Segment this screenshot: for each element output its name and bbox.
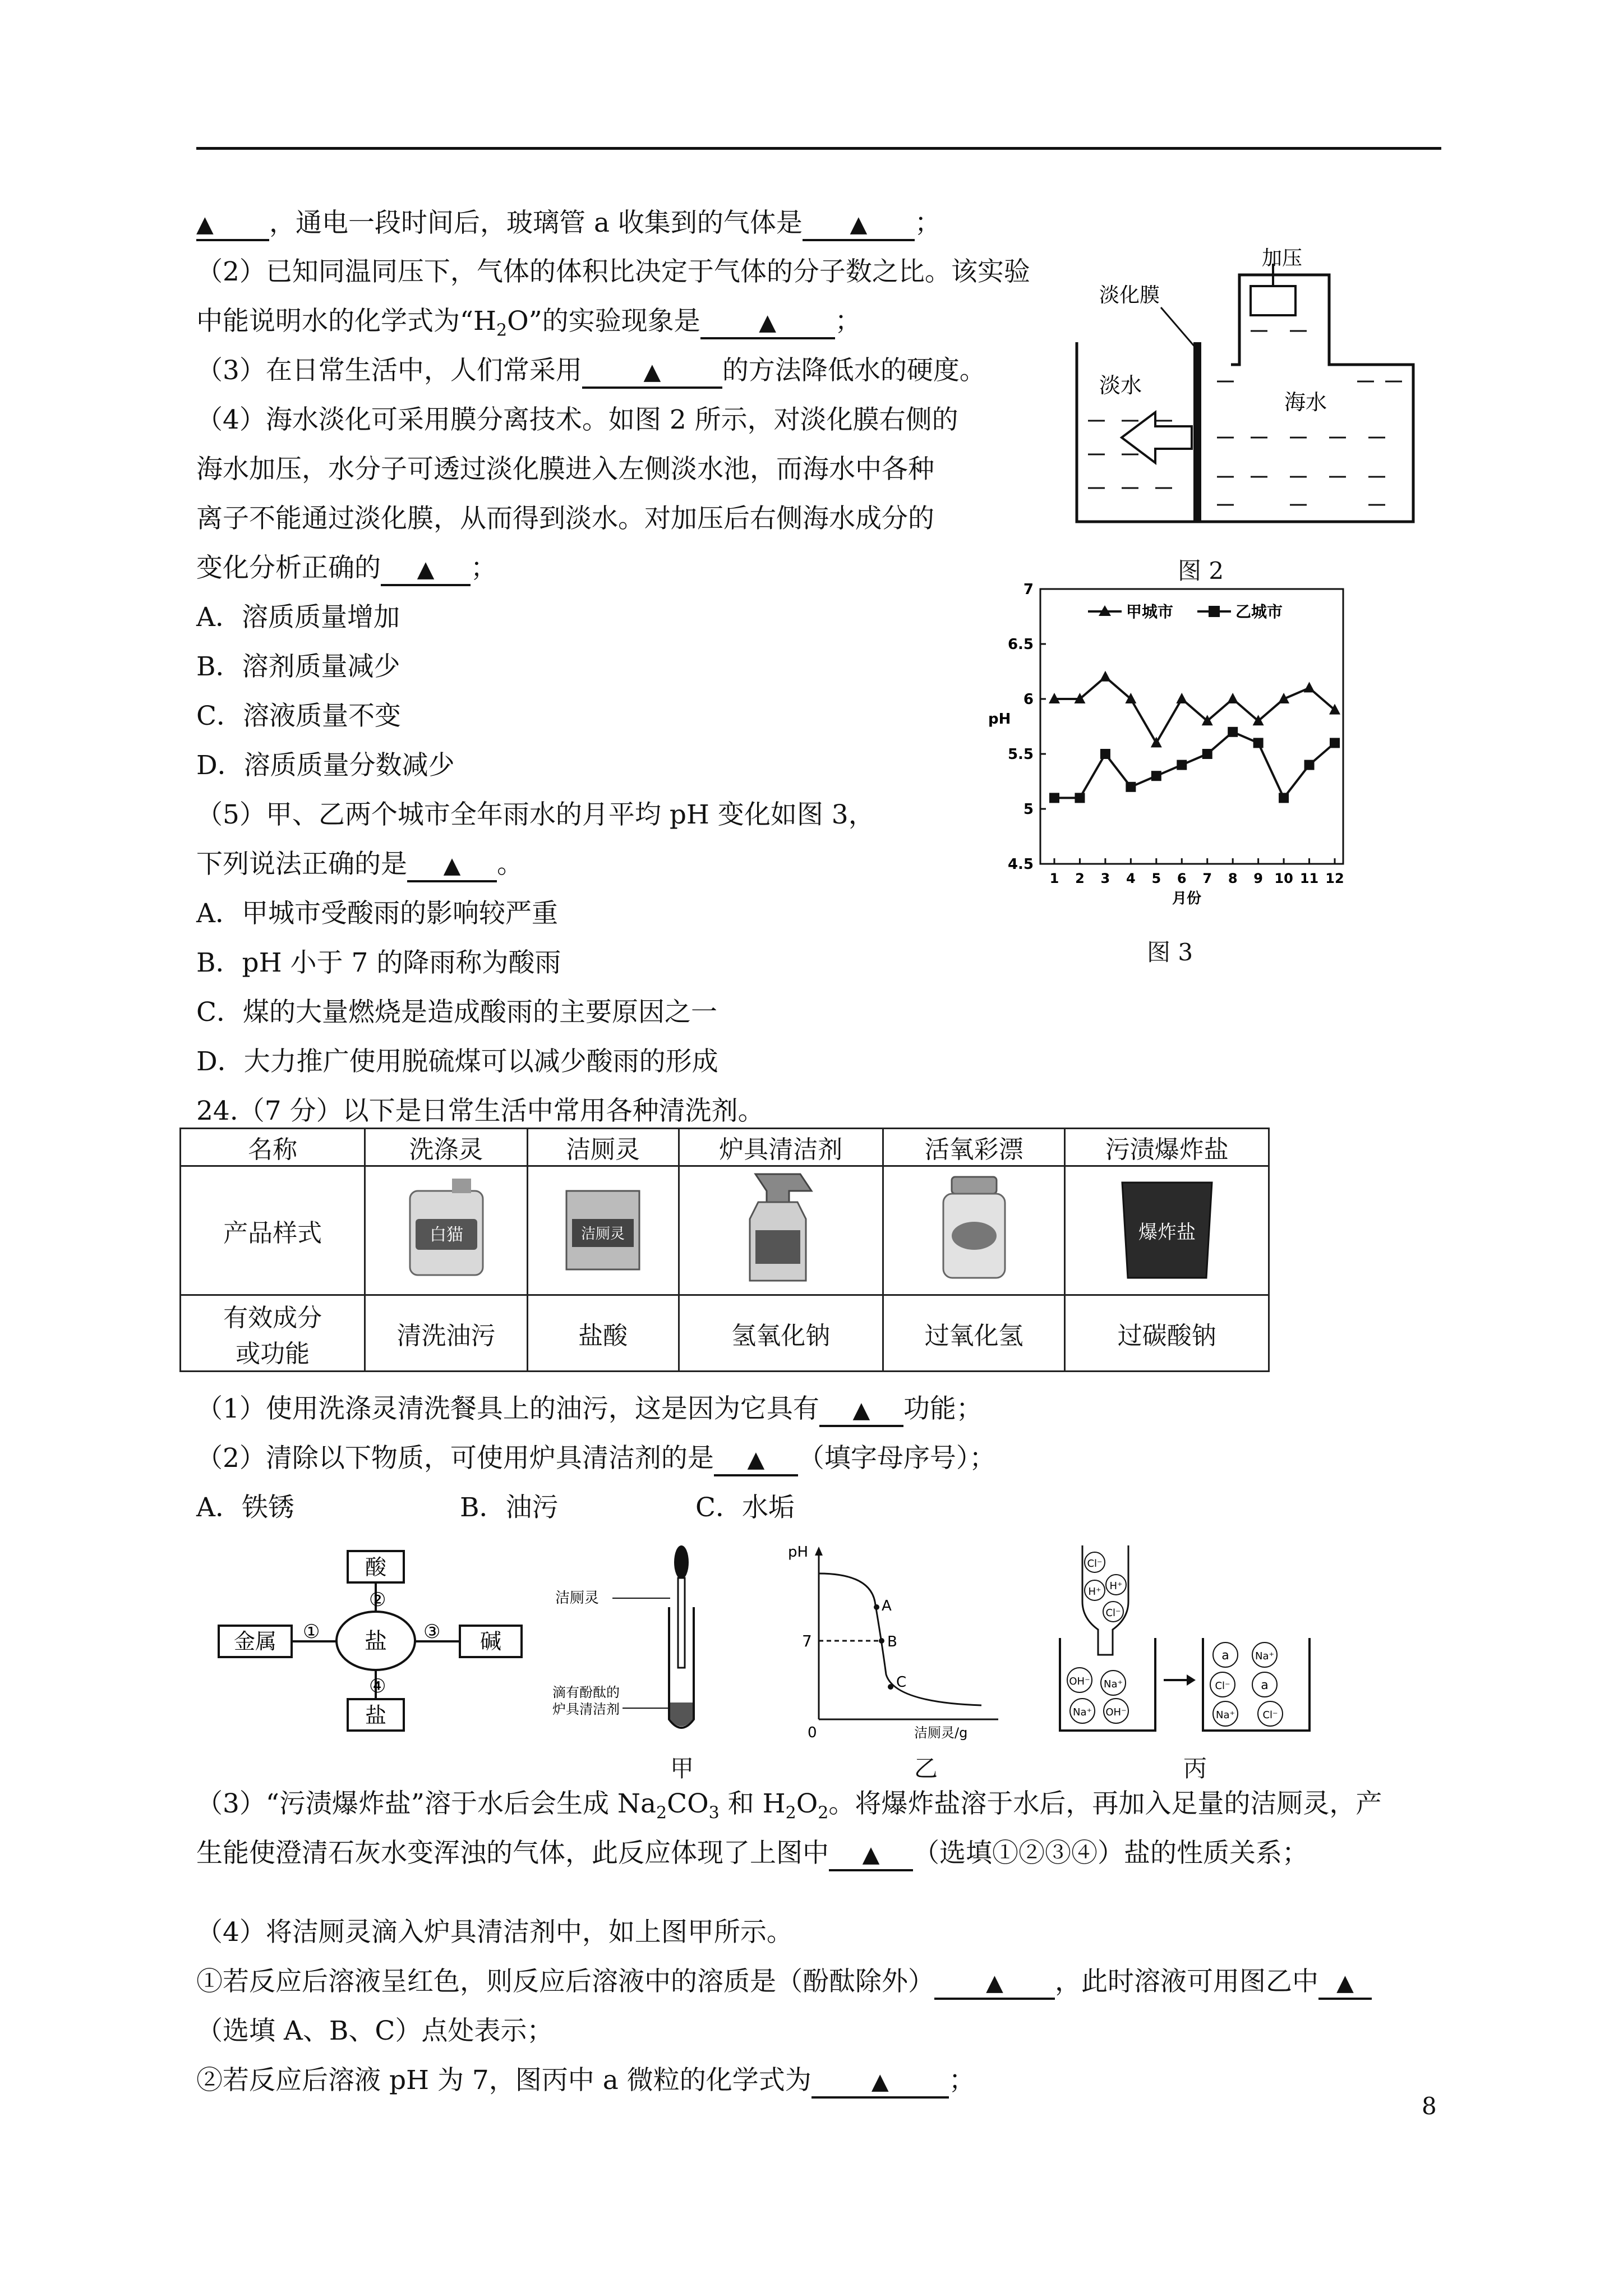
option-b: B．油污 <box>460 1492 559 1523</box>
data-point-yi <box>1202 749 1212 759</box>
particle-a: a <box>1221 1649 1229 1663</box>
ion-na: Na⁺ <box>1255 1650 1274 1662</box>
table-row <box>181 1129 1269 1166</box>
relation-2: ② <box>369 1589 386 1611</box>
figure-jia-test-tube <box>550 1540 718 1747</box>
q24-sub-2 <box>196 1442 995 1476</box>
ion-cl: Cl⁻ <box>1215 1680 1230 1692</box>
data-point-yi <box>1075 793 1085 803</box>
membrane-label: 淡化膜 <box>1099 284 1160 307</box>
q24-sub-4a-line-1 <box>196 1965 1372 2000</box>
row-header-sample: 产品样式 <box>181 1166 365 1295</box>
x-tick-label: 4 <box>1126 871 1136 886</box>
beaker-after-ions <box>1210 1642 1283 1726</box>
q23-text: 中能说明水的化学式为“H <box>196 306 497 337</box>
relation-1: ① <box>303 1621 320 1643</box>
subscript: 2 <box>496 320 508 341</box>
data-point-yi <box>1049 793 1059 803</box>
reaction-arrowhead <box>1187 1674 1196 1686</box>
y-tick-label: 6 <box>1023 691 1034 708</box>
q23-line-4 <box>196 354 986 389</box>
point-b-label: B <box>887 1634 897 1650</box>
figure-3-caption: 图 3 <box>1147 938 1193 966</box>
x-tick-label: 8 <box>1228 871 1238 886</box>
tube-label-line-1: 滴有酚酞的 <box>552 1685 620 1700</box>
point-a-label: A <box>882 1598 892 1614</box>
option-b: B．pH 小于 7 的降雨称为酸雨 <box>196 947 561 978</box>
q23-line-5: （4）海水淡化可采用膜分离技术。如图 2 所示，对淡化膜右侧的 <box>196 404 958 435</box>
y-tick-label: 5 <box>1023 801 1034 818</box>
legend-marker-square <box>1209 606 1220 617</box>
q23-text: ； <box>834 306 861 337</box>
option-a: A．溶质质量增加 <box>196 602 400 633</box>
y-tick-label: 7 <box>1023 581 1034 598</box>
y-tick-label: 4.5 <box>1007 856 1034 873</box>
product-image-cell <box>1065 1166 1269 1295</box>
q24-sub-2-options <box>196 1491 795 1525</box>
ion-cl: Cl⁻ <box>1087 1558 1103 1570</box>
q24-text: 。将爆炸盐溶于水后，再加入足量的洁厕灵，产 <box>828 1788 1382 1819</box>
product-image-cell <box>527 1166 679 1295</box>
q24-text: （3）“污渍爆炸盐”溶于水后会生成 Na <box>196 1788 657 1819</box>
row-header-function <box>181 1295 365 1372</box>
x-tick-label: 7 <box>1202 871 1212 886</box>
salt-properties-diagram <box>213 1545 538 1736</box>
data-point-yi <box>1304 760 1315 770</box>
table-cell: 清洗油污 <box>365 1295 528 1372</box>
table-row <box>181 1295 1269 1372</box>
ion-na: Na⁺ <box>1073 1706 1092 1718</box>
q24-sub-1 <box>196 1392 983 1427</box>
toilet-cleaner-image <box>561 1180 645 1275</box>
table-cell: 炉具清洁剂 <box>679 1129 883 1166</box>
q24-text: 功能； <box>903 1393 983 1424</box>
q23-line-7: 离子不能通过淡化膜，从而得到淡水。对加压后右侧海水成分的 <box>196 503 934 534</box>
table-cell: 过碳酸钠 <box>1065 1295 1269 1372</box>
curve-origin: 0 <box>808 1724 817 1741</box>
q23-text: 变化分析正确的 <box>196 553 381 583</box>
figure-bing-particles <box>1054 1540 1318 1747</box>
ion-h: H⁺ <box>1088 1586 1101 1598</box>
dropper-tube <box>678 1578 685 1668</box>
data-point-yi <box>1279 793 1289 803</box>
y-tick-label: 6.5 <box>1007 636 1034 653</box>
option-c: C．溶液质量不变 <box>196 701 401 731</box>
chart-plot-area <box>1040 589 1343 864</box>
detergent-bottle-image <box>399 1174 494 1281</box>
beaker-before-ions <box>1067 1668 1128 1723</box>
table-cell: 污渍爆炸盐 <box>1065 1129 1269 1166</box>
figure-2-caption: 图 2 <box>1178 557 1224 585</box>
curve-x-label: 洁厕灵/g <box>914 1725 968 1741</box>
q24-text: ； <box>948 2065 975 2096</box>
q24-sub-4: （4）将洁厕灵滴入炉具清洁剂中，如上图甲所示。 <box>196 1917 793 1948</box>
y-axis-label: pH <box>988 711 1011 728</box>
page-number: 8 <box>1422 2092 1437 2120</box>
option-c: C．煤的大量燃烧是造成酸雨的主要原因之一 <box>196 997 717 1028</box>
fresh-water-label: 淡水 <box>1099 373 1142 398</box>
answer-blank[interactable]: ▲ <box>803 210 915 241</box>
q23-line-9: （5）甲、乙两个城市全年雨水的月平均 pH 变化如图 3， <box>196 799 875 830</box>
salt-center-label: 盐 <box>365 1628 387 1654</box>
spray-bottle-image <box>733 1168 828 1286</box>
ion-na: Na⁺ <box>1104 1678 1123 1690</box>
membrane <box>1193 342 1201 522</box>
q23-text: ，通电一段时间后，玻璃管 a 收集到的气体是 <box>269 208 803 238</box>
q24-text: ①若反应后溶液呈红色，则反应后溶液中的溶质是（酚酞除外） <box>196 1966 934 1997</box>
answer-blank[interactable]: ▲ <box>582 357 722 389</box>
acid-label: 酸 <box>365 1555 387 1580</box>
table-cell: 过氧化氢 <box>883 1295 1065 1372</box>
x-tick-label: 1 <box>1049 871 1059 886</box>
tube-label-line-2: 炉具清洁剂 <box>552 1701 620 1717</box>
product-label: 爆炸盐 <box>1138 1221 1196 1244</box>
q23-text: ； <box>914 208 941 238</box>
figure-yi-ph-curve <box>785 1540 1009 1747</box>
data-point-yi <box>1330 738 1340 748</box>
relation-3: ③ <box>423 1621 441 1643</box>
q24-text: CO <box>667 1788 709 1819</box>
answer-blank[interactable]: ▲ <box>196 210 269 241</box>
q24-text: 和 H <box>719 1788 786 1819</box>
q23-line-1 <box>196 206 941 241</box>
x-tick-label: 10 <box>1274 871 1293 886</box>
answer-blank[interactable]: ▲ <box>829 1840 913 1871</box>
base-label: 碱 <box>479 1629 502 1654</box>
subscript: 3 <box>708 1803 720 1823</box>
point-a <box>874 1604 879 1610</box>
point-b <box>879 1638 884 1644</box>
header-rule <box>196 147 1441 150</box>
figure-3-ph-chart <box>976 581 1357 909</box>
salt-bottom-label: 盐 <box>365 1703 387 1728</box>
cleaner-table <box>179 1128 1270 1372</box>
answer-blank[interactable]: ▲ <box>934 1968 1055 2000</box>
ion-cl: Cl⁻ <box>1262 1709 1278 1721</box>
table-cell: 氢氧化钠 <box>679 1295 883 1372</box>
subscript: 2 <box>656 1803 667 1823</box>
table-row <box>181 1166 1269 1295</box>
ion-h: H⁺ <box>1109 1580 1123 1592</box>
option-a: A．甲城市受酸雨的影响较严重 <box>196 898 558 929</box>
point-c <box>888 1684 893 1690</box>
data-point-yi <box>1151 771 1161 781</box>
y-axis-arrow <box>815 1547 823 1556</box>
x-tick-label: 2 <box>1075 871 1085 886</box>
q23-text: 的方法降低水的硬度。 <box>722 355 986 386</box>
ion-na: Na⁺ <box>1216 1709 1235 1721</box>
q23-text: ； <box>471 553 497 583</box>
q24-text: 生能使澄清石灰水变浑浊的气体，此反应体现了上图中 <box>196 1838 829 1869</box>
answer-blank[interactable]: ▲ <box>381 555 471 586</box>
tube-liquid <box>670 1703 693 1727</box>
data-point-yi <box>1177 760 1187 770</box>
water-dashes <box>1088 331 1402 505</box>
q24-text: （填字母序号）； <box>797 1443 996 1474</box>
data-point-yi <box>1253 738 1264 748</box>
metal-label: 金属 <box>233 1629 277 1654</box>
data-point-yi <box>1126 782 1136 792</box>
dropper-label: 洁厕灵 <box>555 1590 600 1607</box>
legend-label-jia: 甲城市 <box>1126 602 1174 621</box>
q24-sub-4b <box>196 2064 975 2099</box>
subscript: 2 <box>818 1803 829 1823</box>
q24-text: （2）清除以下物质，可使用炉具清洁剂的是 <box>196 1443 714 1474</box>
answer-blank[interactable]: ▲ <box>1318 1968 1372 2000</box>
answer-blank[interactable]: ▲ <box>819 1396 903 1427</box>
q23-text: 下列说法正确的是 <box>196 849 407 880</box>
option-a: A．铁锈 <box>196 1492 294 1523</box>
bleach-jar-image <box>932 1171 1016 1283</box>
table-cell: 洗涤灵 <box>365 1129 528 1166</box>
curve-y-label: pH <box>788 1544 809 1561</box>
dropper-ions <box>1085 1552 1126 1622</box>
table-cell: 盐酸 <box>527 1295 679 1372</box>
data-point-yi <box>1228 727 1238 737</box>
option-b: B．溶剂质量减少 <box>196 651 400 682</box>
q23-line-2: （2）已知同温同压下，气体的体积比决定于气体的分子数之比。该实验 <box>196 256 1030 287</box>
answer-blank[interactable]: ▲ <box>700 308 835 339</box>
q24-title: 24.（7 分）以下是日常生活中常用各种清洗剂。 <box>196 1096 764 1126</box>
q23-text: （3）在日常生活中，人们常采用 <box>196 355 582 386</box>
x-tick-label: 5 <box>1151 871 1161 886</box>
q24-text: ，此时溶液可用图乙中 <box>1055 1966 1318 1997</box>
product-image-cell <box>883 1166 1065 1295</box>
x-tick-label: 6 <box>1177 871 1187 886</box>
q24-text: ②若反应后溶液 pH 为 7，图丙中 a 微粒的化学式为 <box>196 2065 811 2096</box>
q23-line-3 <box>196 305 861 347</box>
point-c-label: C <box>896 1674 907 1691</box>
x-tick-label: 3 <box>1100 871 1110 886</box>
product-label: 洁厕灵 <box>581 1226 625 1243</box>
q24-text: O <box>796 1788 818 1819</box>
q23-line-8 <box>196 551 497 586</box>
answer-blank[interactable]: ▲ <box>407 851 497 882</box>
relation-4: ④ <box>369 1675 386 1697</box>
figure-jia-caption: 甲 <box>670 1755 694 1782</box>
q23-text: 。 <box>497 849 523 880</box>
x-axis-label: 月份 <box>1172 890 1202 907</box>
particle-a: a <box>1261 1678 1269 1692</box>
answer-blank[interactable]: ▲ <box>714 1445 798 1476</box>
ion-oh: OH⁻ <box>1069 1676 1090 1687</box>
dropper-bulb <box>674 1545 689 1579</box>
figure-yi-caption: 乙 <box>914 1755 938 1782</box>
x-tick-label: 12 <box>1325 871 1344 886</box>
ion-oh: OH⁻ <box>1105 1706 1127 1718</box>
q23-text: O”的实验现象是 <box>507 306 700 337</box>
product-image-cell <box>679 1166 883 1295</box>
y-tick-label: 5.5 <box>1007 746 1034 763</box>
product-image-cell <box>365 1166 528 1295</box>
row-header-name: 名称 <box>181 1129 365 1166</box>
row-header-line: 或功能 <box>236 1339 310 1368</box>
table-cell: 活氧彩漂 <box>883 1129 1065 1166</box>
figure-2-desalination <box>1066 241 1424 544</box>
curve-ph-7-label: 7 <box>802 1632 812 1650</box>
explosive-salt-bag-image <box>1114 1171 1220 1283</box>
data-point-yi <box>1100 749 1110 759</box>
answer-blank[interactable]: ▲ <box>811 2067 949 2099</box>
sea-water-label: 海水 <box>1284 390 1327 415</box>
pressure-label: 加压 <box>1262 247 1303 270</box>
option-d: D．溶质质量分数减少 <box>196 750 455 781</box>
vessel-outline <box>1077 275 1413 522</box>
option-d: D．大力推广使用脱硫煤可以减少酸雨的形成 <box>196 1046 718 1077</box>
product-label: 白猫 <box>429 1225 463 1245</box>
q24-sub-3-line-2 <box>196 1837 1308 1871</box>
membrane-pointer <box>1161 307 1196 348</box>
q23-line-6: 海水加压，水分子可透过淡化膜进入左侧淡水池，而海水中各种 <box>196 454 934 485</box>
row-header-line: 有效成分 <box>223 1303 322 1332</box>
figure-bing-caption: 丙 <box>1183 1755 1207 1782</box>
q24-text: （1）使用洗涤灵清洗餐具上的油污，这是因为它具有 <box>196 1393 819 1424</box>
q23-line-10 <box>196 848 523 882</box>
piston <box>1251 286 1295 315</box>
x-tick-label: 11 <box>1299 871 1319 886</box>
table-cell: 洁厕灵 <box>527 1129 679 1166</box>
legend-label-yi: 乙城市 <box>1235 602 1283 621</box>
q24-sub-4a-line-2: （选填 A、B、C）点处表示； <box>196 2016 554 2046</box>
x-tick-label: 9 <box>1253 871 1263 886</box>
q24-sub-3-line-1 <box>196 1787 1382 1830</box>
subscript: 2 <box>785 1803 796 1823</box>
q24-text: （选填①②③④）盐的性质关系； <box>913 1838 1308 1869</box>
option-c: C．水垢 <box>695 1492 795 1523</box>
ion-cl: Cl⁻ <box>1105 1607 1121 1619</box>
